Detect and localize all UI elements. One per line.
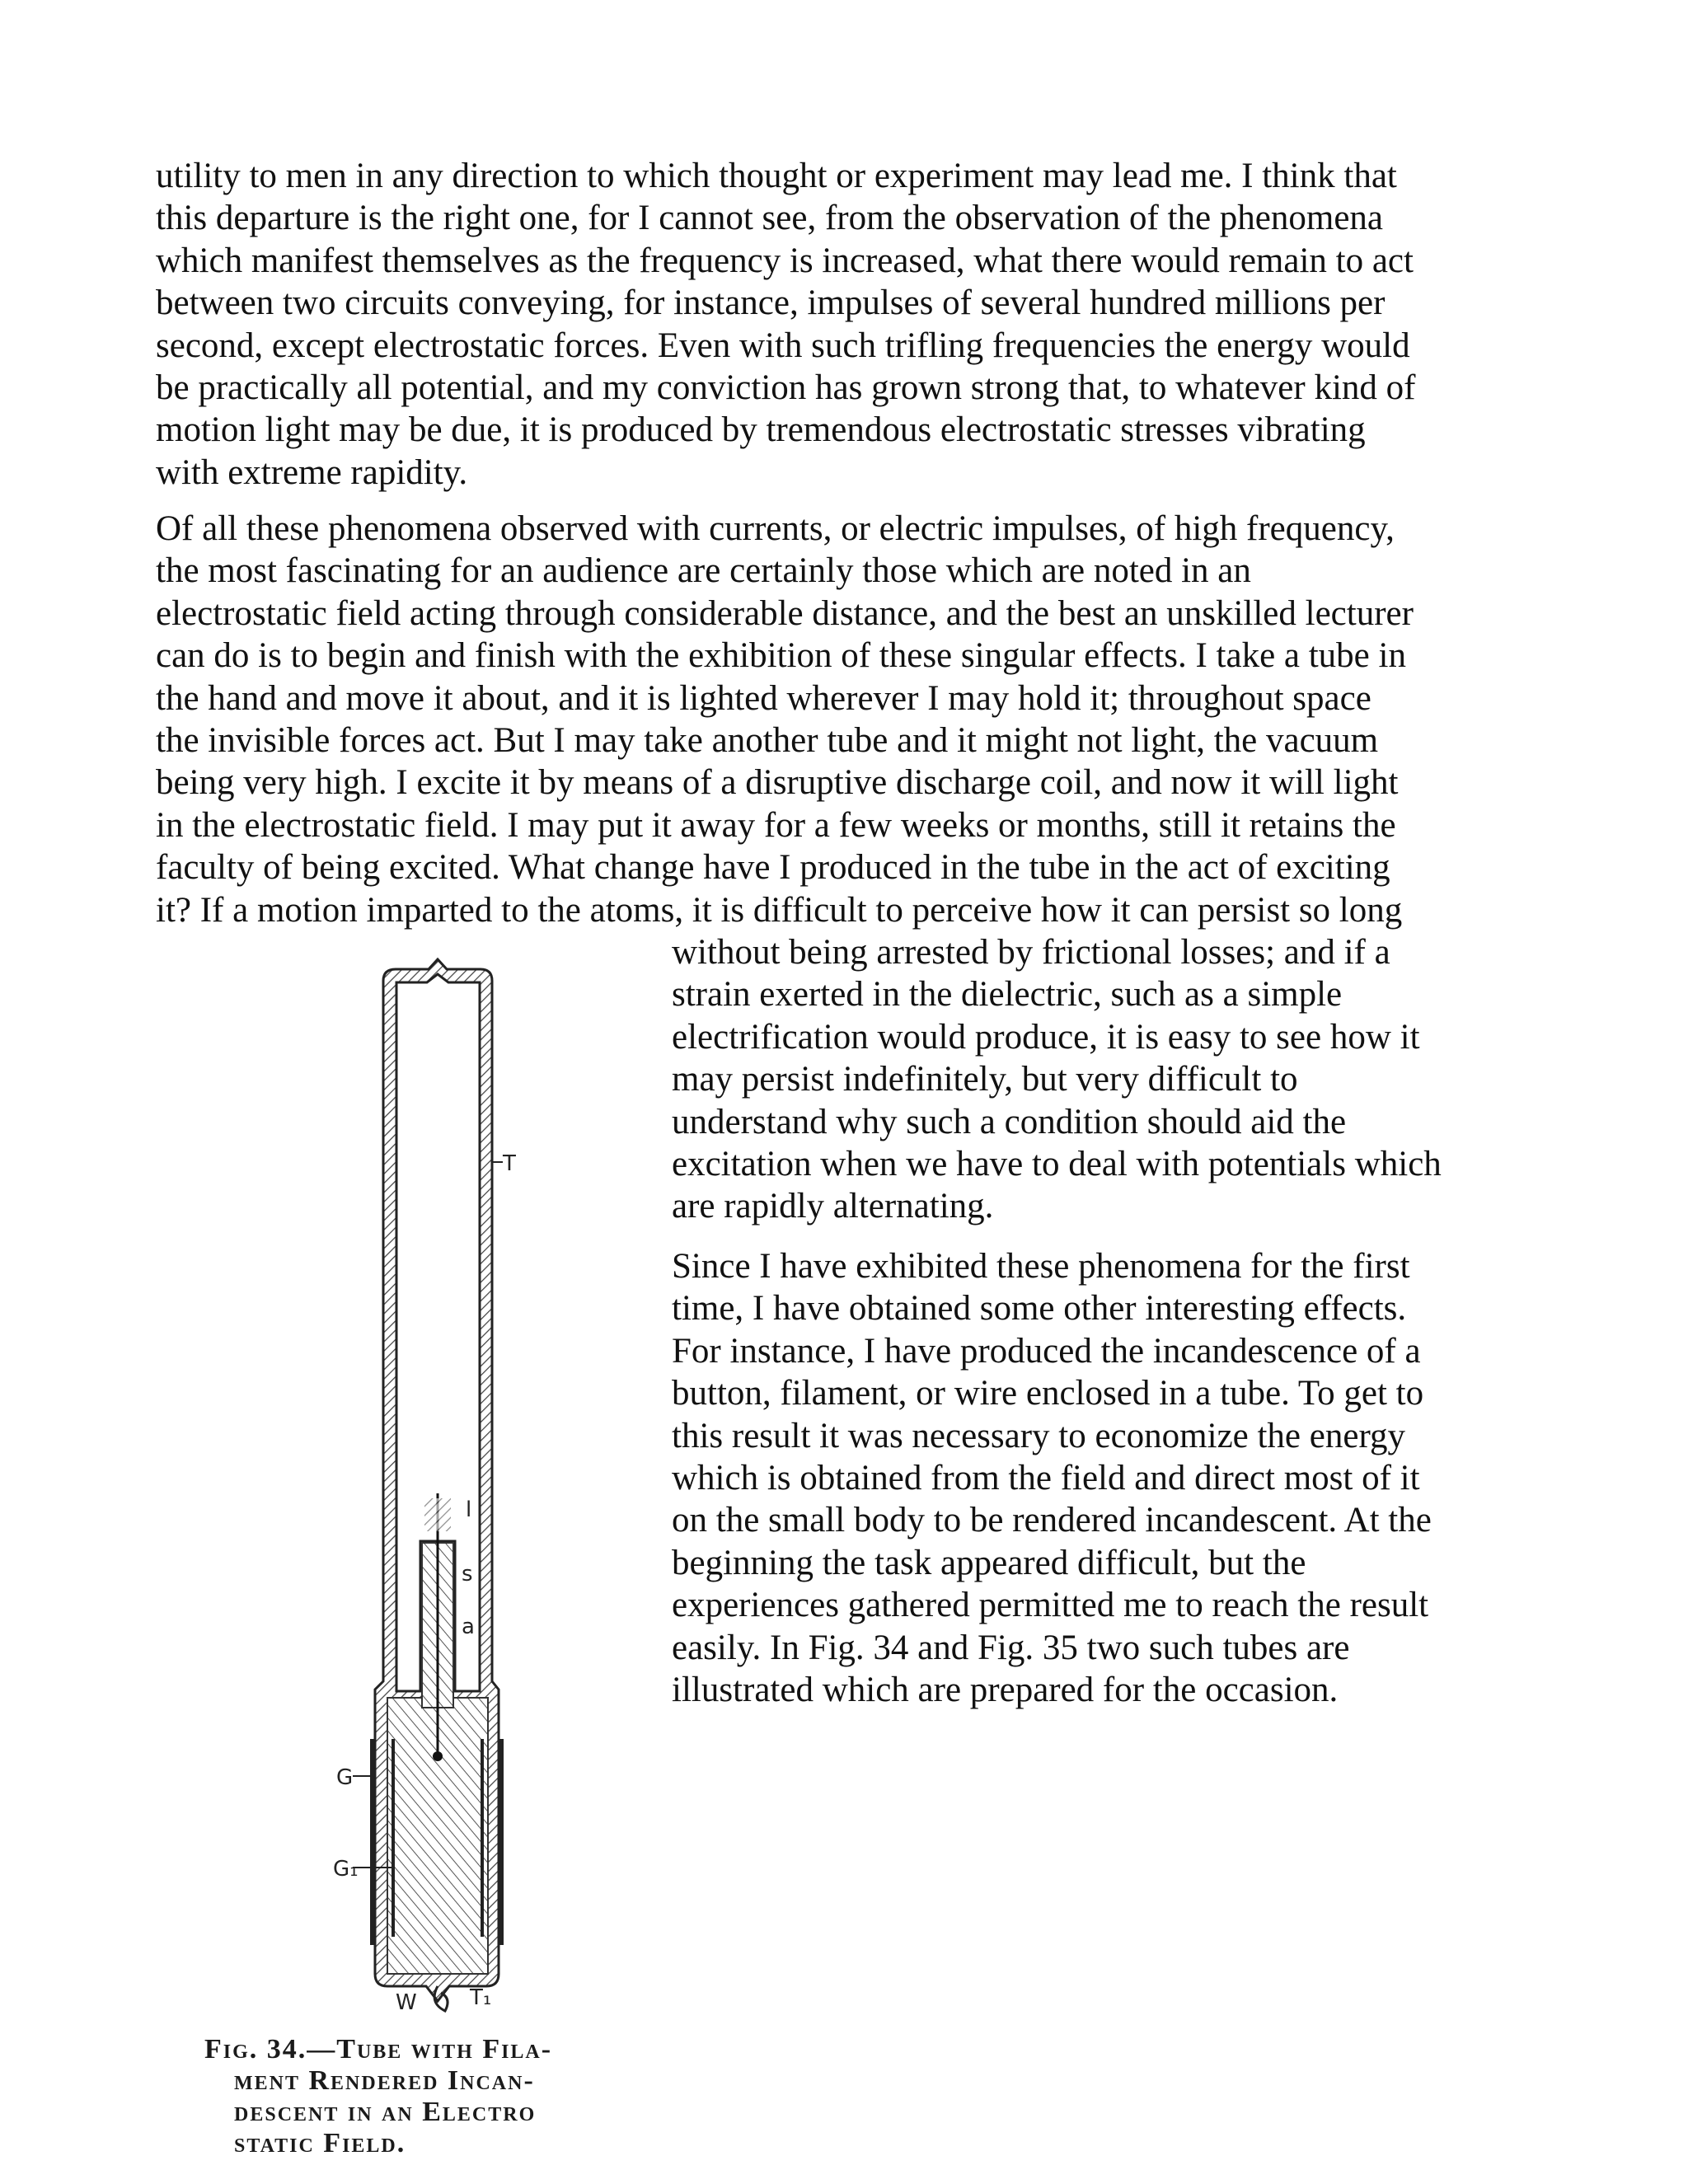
text-line: on the small body to be rendered incandescent. At the — [672, 1501, 1432, 1540]
junction-dot — [433, 1751, 443, 1761]
text-line: the hand and move it about, and it is lighted wherever I may hold it; throughout space — [156, 678, 1372, 718]
text-line: being very high. I excite it by means of a disruptive discharge coil, and now it will light — [156, 763, 1399, 803]
text-line: be practically all potential, and my conviction has grown strong that, to whatever kind of — [156, 368, 1416, 407]
text-line: this result it was necessary to economize the energy — [672, 1416, 1405, 1455]
coating-g-right — [499, 1739, 504, 1945]
coating-g-left — [370, 1739, 374, 1945]
label-t: T — [503, 1151, 516, 1176]
text-line: are rapidly alternating. — [672, 1187, 994, 1226]
caption-line: ment Rendered Incan- — [234, 2065, 535, 2096]
text-line: utility to men in any direction to which thought or experiment may lead me. I think that — [156, 157, 1397, 195]
text-line: time, I have obtained some other interesting effects. — [672, 1289, 1407, 1329]
text-line: button, filament, or wire enclosed in a tube. To get to — [672, 1374, 1424, 1413]
text-line: with extreme rapidity. — [156, 452, 468, 492]
text-line: the most fascinating for an audience are certainly those which are noted in an — [156, 551, 1251, 591]
caption-line: Fig. 34.—Tube with Fila- — [204, 2034, 553, 2064]
label-t1: T₁ — [470, 1985, 492, 2010]
caption-line: static Field. — [234, 2128, 406, 2158]
text-line: faculty of being excited. What change have I produced in the tube in the act of exciting — [156, 848, 1390, 888]
coating-g1-right — [481, 1739, 484, 1937]
text-line: second, except electrostatic forces. Even with such trifling frequencies the energy would — [156, 326, 1410, 365]
text-line: this departure is the right one, for I cannot see, from the observation of the phenomena — [156, 199, 1384, 238]
label-g: G — [336, 1765, 354, 1790]
text-line: experiences gathered permitted me to reach the result — [672, 1586, 1429, 1625]
text-line: electrification would produce, it is easy to see how it — [672, 1017, 1420, 1057]
filament-button — [424, 1498, 451, 1531]
label-l: l — [466, 1497, 472, 1522]
text-line: electrostatic field acting through considerable distance, and the best an unskilled lecturer — [156, 593, 1414, 633]
label-s: s — [462, 1562, 473, 1586]
text-line: can do is to begin and finish with the exhibition of these singular effects. I take a tube in — [156, 636, 1406, 676]
text-line: strain exerted in the dielectric, such as a simple — [672, 975, 1343, 1015]
text-line: motion light may be due, it is produced by tremendous electrostatic stresses vibrating — [156, 410, 1366, 450]
label-w: W — [396, 1990, 417, 2015]
text-line: beginning the task appeared difficult, but the — [672, 1543, 1306, 1582]
caption-line: descent in an Electro — [234, 2097, 537, 2127]
text-line: excitation when we have to deal with potentials which — [672, 1144, 1442, 1183]
text-line: which manifest themselves as the frequency is increased, what there would remain to act — [156, 241, 1414, 280]
text-line: Since I have exhibited these phenomena for the first — [672, 1247, 1410, 1286]
text-line: between two circuits conveying, for instance, impulses of several hundred millions per — [156, 284, 1386, 323]
text-line: the invisible forces act. But I may take another tube and it might not light, the vacuum — [156, 720, 1379, 760]
text-line: may persist indefinitely, but very difficult to — [672, 1060, 1298, 1099]
label-a: a — [462, 1615, 475, 1639]
label-g1: G₁ — [333, 1857, 359, 1882]
text-line: without being arrested by frictional losses; and if a — [672, 933, 1390, 972]
text-line: understand why such a condition should aid the — [672, 1102, 1347, 1141]
text-line: Of all these phenomena observed with currents, or electric impulses, of high frequency, — [156, 509, 1395, 548]
text-line: in the electrostatic field. I may put it away for a few weeks or months, still it retains the — [156, 805, 1396, 845]
coating-g1-left — [392, 1739, 395, 1937]
text-line: it? If a motion imparted to the atoms, it is difficult to perceive how it can persist so long — [156, 890, 1403, 930]
text-line: easily. In Fig. 34 and Fig. 35 two such tubes are — [672, 1628, 1350, 1667]
text-line: illustrated which are prepared for the occasion. — [672, 1670, 1339, 1709]
figure-caption — [204, 2034, 552, 2159]
text-line: which is obtained from the field and direct most of it — [672, 1458, 1420, 1497]
text-line: For instance, I have produced the incandescence of a — [672, 1331, 1421, 1371]
